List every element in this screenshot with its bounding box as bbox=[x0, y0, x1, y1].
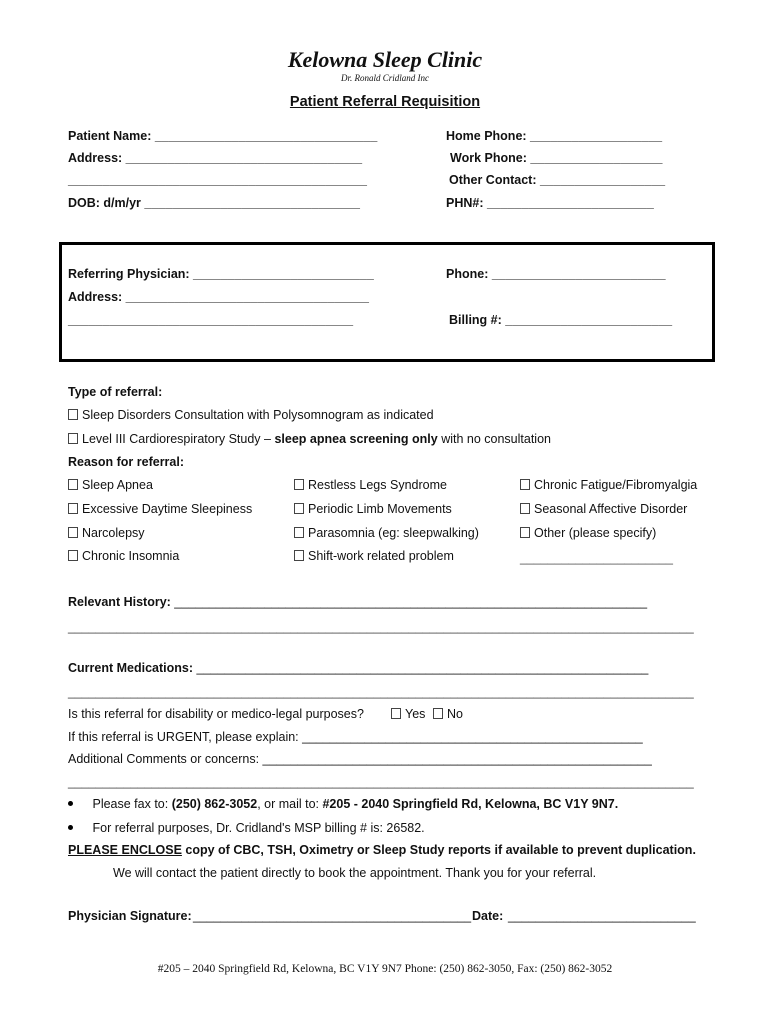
current-medications-field[interactable]: Current Medications: _________________________________________________________________ bbox=[68, 661, 649, 675]
referral-option-level3[interactable]: Level III Cardiorespiratory Study – sleep apnea screening only with no consultation bbox=[68, 432, 551, 446]
enclose-instruction: PLEASE ENCLOSE copy of CBC, TSH, Oximetry or Sleep Study reports if available to prevent duplication. bbox=[68, 843, 696, 857]
date-label: Date: bbox=[472, 909, 504, 923]
signature-line[interactable]: ________________________________________ bbox=[193, 909, 472, 923]
checkbox-icon[interactable] bbox=[391, 708, 401, 719]
bullet-icon bbox=[68, 801, 73, 806]
reason-limb-movements[interactable]: Periodic Limb Movements bbox=[294, 502, 452, 516]
checkbox-icon[interactable] bbox=[520, 479, 530, 490]
reason-insomnia[interactable]: Chronic Insomnia bbox=[68, 549, 179, 563]
patient-name-field[interactable]: Patient Name: ________________________________ bbox=[68, 129, 378, 143]
checkbox-icon[interactable] bbox=[520, 503, 530, 514]
clinic-subtitle: Dr. Ronald Cridland Inc bbox=[340, 73, 429, 83]
checkbox-icon[interactable] bbox=[294, 550, 304, 561]
checkbox-icon[interactable] bbox=[68, 433, 78, 444]
reason-shift-work[interactable]: Shift-work related problem bbox=[294, 549, 454, 563]
form-title: Patient Referral Requisition bbox=[289, 94, 481, 110]
checkbox-icon[interactable] bbox=[294, 527, 304, 538]
reason-heading: Reason for referral: bbox=[68, 455, 185, 469]
other-contact-field[interactable]: Other Contact: __________________ bbox=[449, 173, 666, 187]
disability-no[interactable]: No bbox=[433, 707, 463, 721]
home-phone-field[interactable]: Home Phone: ___________________ bbox=[446, 129, 663, 143]
referring-physician-field[interactable]: Referring Physician: __________________________ bbox=[68, 267, 374, 281]
current-medications-line2[interactable]: __________________________________________________________________________________________ bbox=[68, 685, 694, 699]
reason-narcolepsy[interactable]: Narcolepsy bbox=[68, 526, 145, 540]
checkbox-icon[interactable] bbox=[68, 409, 78, 420]
reason-seasonal-affective[interactable]: Seasonal Affective Disorder bbox=[520, 502, 687, 516]
contact-note: We will contact the patient directly to book the appointment. Thank you for your referral. bbox=[113, 866, 597, 880]
work-phone-field[interactable]: Work Phone: ___________________ bbox=[450, 151, 663, 165]
physician-address-line2[interactable]: _________________________________________ bbox=[68, 313, 354, 327]
reason-daytime-sleepiness[interactable]: Excessive Daytime Sleepiness bbox=[68, 502, 252, 516]
date-line[interactable]: ___________________________ bbox=[508, 909, 696, 923]
fax-instruction: Please fax to: (250) 862-3052, or mail to: #205 - 2040 Springfield Rd, Kelowna, BC V1Y 9N7. bbox=[68, 797, 618, 811]
disability-question: Is this referral for disability or medico-legal purposes? bbox=[68, 707, 364, 721]
reason-restless-legs[interactable]: Restless Legs Syndrome bbox=[294, 478, 447, 492]
clinic-title: Kelowna Sleep Clinic bbox=[287, 47, 483, 72]
footer-address: #205 – 2040 Springfield Rd, Kelowna, BC V1Y 9N7 Phone: (250) 862-3050, Fax: (250) 862-3052 bbox=[157, 963, 613, 975]
referral-type-heading: Type of referral: bbox=[68, 385, 163, 399]
reason-chronic-fatigue[interactable]: Chronic Fatigue/Fibromyalgia bbox=[520, 478, 697, 492]
checkbox-icon[interactable] bbox=[68, 550, 78, 561]
checkbox-icon[interactable] bbox=[68, 527, 78, 538]
billing-instruction: For referral purposes, Dr. Cridland's MSP billing # is: 26582. bbox=[68, 821, 425, 835]
relevant-history-field[interactable]: Relevant History: ____________________________________________________________________ bbox=[68, 595, 648, 609]
bullet-icon bbox=[68, 825, 73, 830]
additional-comments-line2[interactable]: __________________________________________________________________________________________ bbox=[68, 775, 694, 789]
checkbox-icon[interactable] bbox=[68, 503, 78, 514]
checkbox-icon[interactable] bbox=[68, 479, 78, 490]
relevant-history-line2[interactable]: __________________________________________________________________________________________ bbox=[68, 620, 694, 634]
dob-field[interactable]: DOB: d/m/yr _______________________________ bbox=[68, 196, 360, 210]
reason-parasomnia[interactable]: Parasomnia (eg: sleepwalking) bbox=[294, 526, 479, 540]
reason-sleep-apnea[interactable]: Sleep Apnea bbox=[68, 478, 153, 492]
reason-other[interactable]: Other (please specify) bbox=[520, 526, 656, 540]
checkbox-icon[interactable] bbox=[520, 527, 530, 538]
additional-comments-field[interactable]: Additional Comments or concerns: ________________________________________________________ bbox=[68, 752, 652, 766]
checkbox-icon[interactable] bbox=[294, 479, 304, 490]
signature-label: Physician Signature: bbox=[68, 909, 192, 923]
referral-option-consultation[interactable]: Sleep Disorders Consultation with Polysomnogram as indicated bbox=[68, 408, 434, 422]
checkbox-icon[interactable] bbox=[433, 708, 443, 719]
billing-field[interactable]: Billing #: ________________________ bbox=[449, 313, 673, 327]
patient-address-line2[interactable]: ___________________________________________ bbox=[68, 173, 367, 187]
patient-address-field[interactable]: Address: __________________________________ bbox=[68, 151, 363, 165]
reason-other-specify-line[interactable]: ______________________ bbox=[520, 551, 673, 565]
disability-yes[interactable]: Yes bbox=[391, 707, 425, 721]
urgent-explain-field[interactable]: If this referral is URGENT, please explain: _________________________________________________ bbox=[68, 730, 643, 744]
physician-phone-field[interactable]: Phone: _________________________ bbox=[446, 267, 666, 281]
phn-field[interactable]: PHN#: ________________________ bbox=[446, 196, 654, 210]
physician-address-field[interactable]: Address: ___________________________________ bbox=[68, 290, 369, 304]
checkbox-icon[interactable] bbox=[294, 503, 304, 514]
